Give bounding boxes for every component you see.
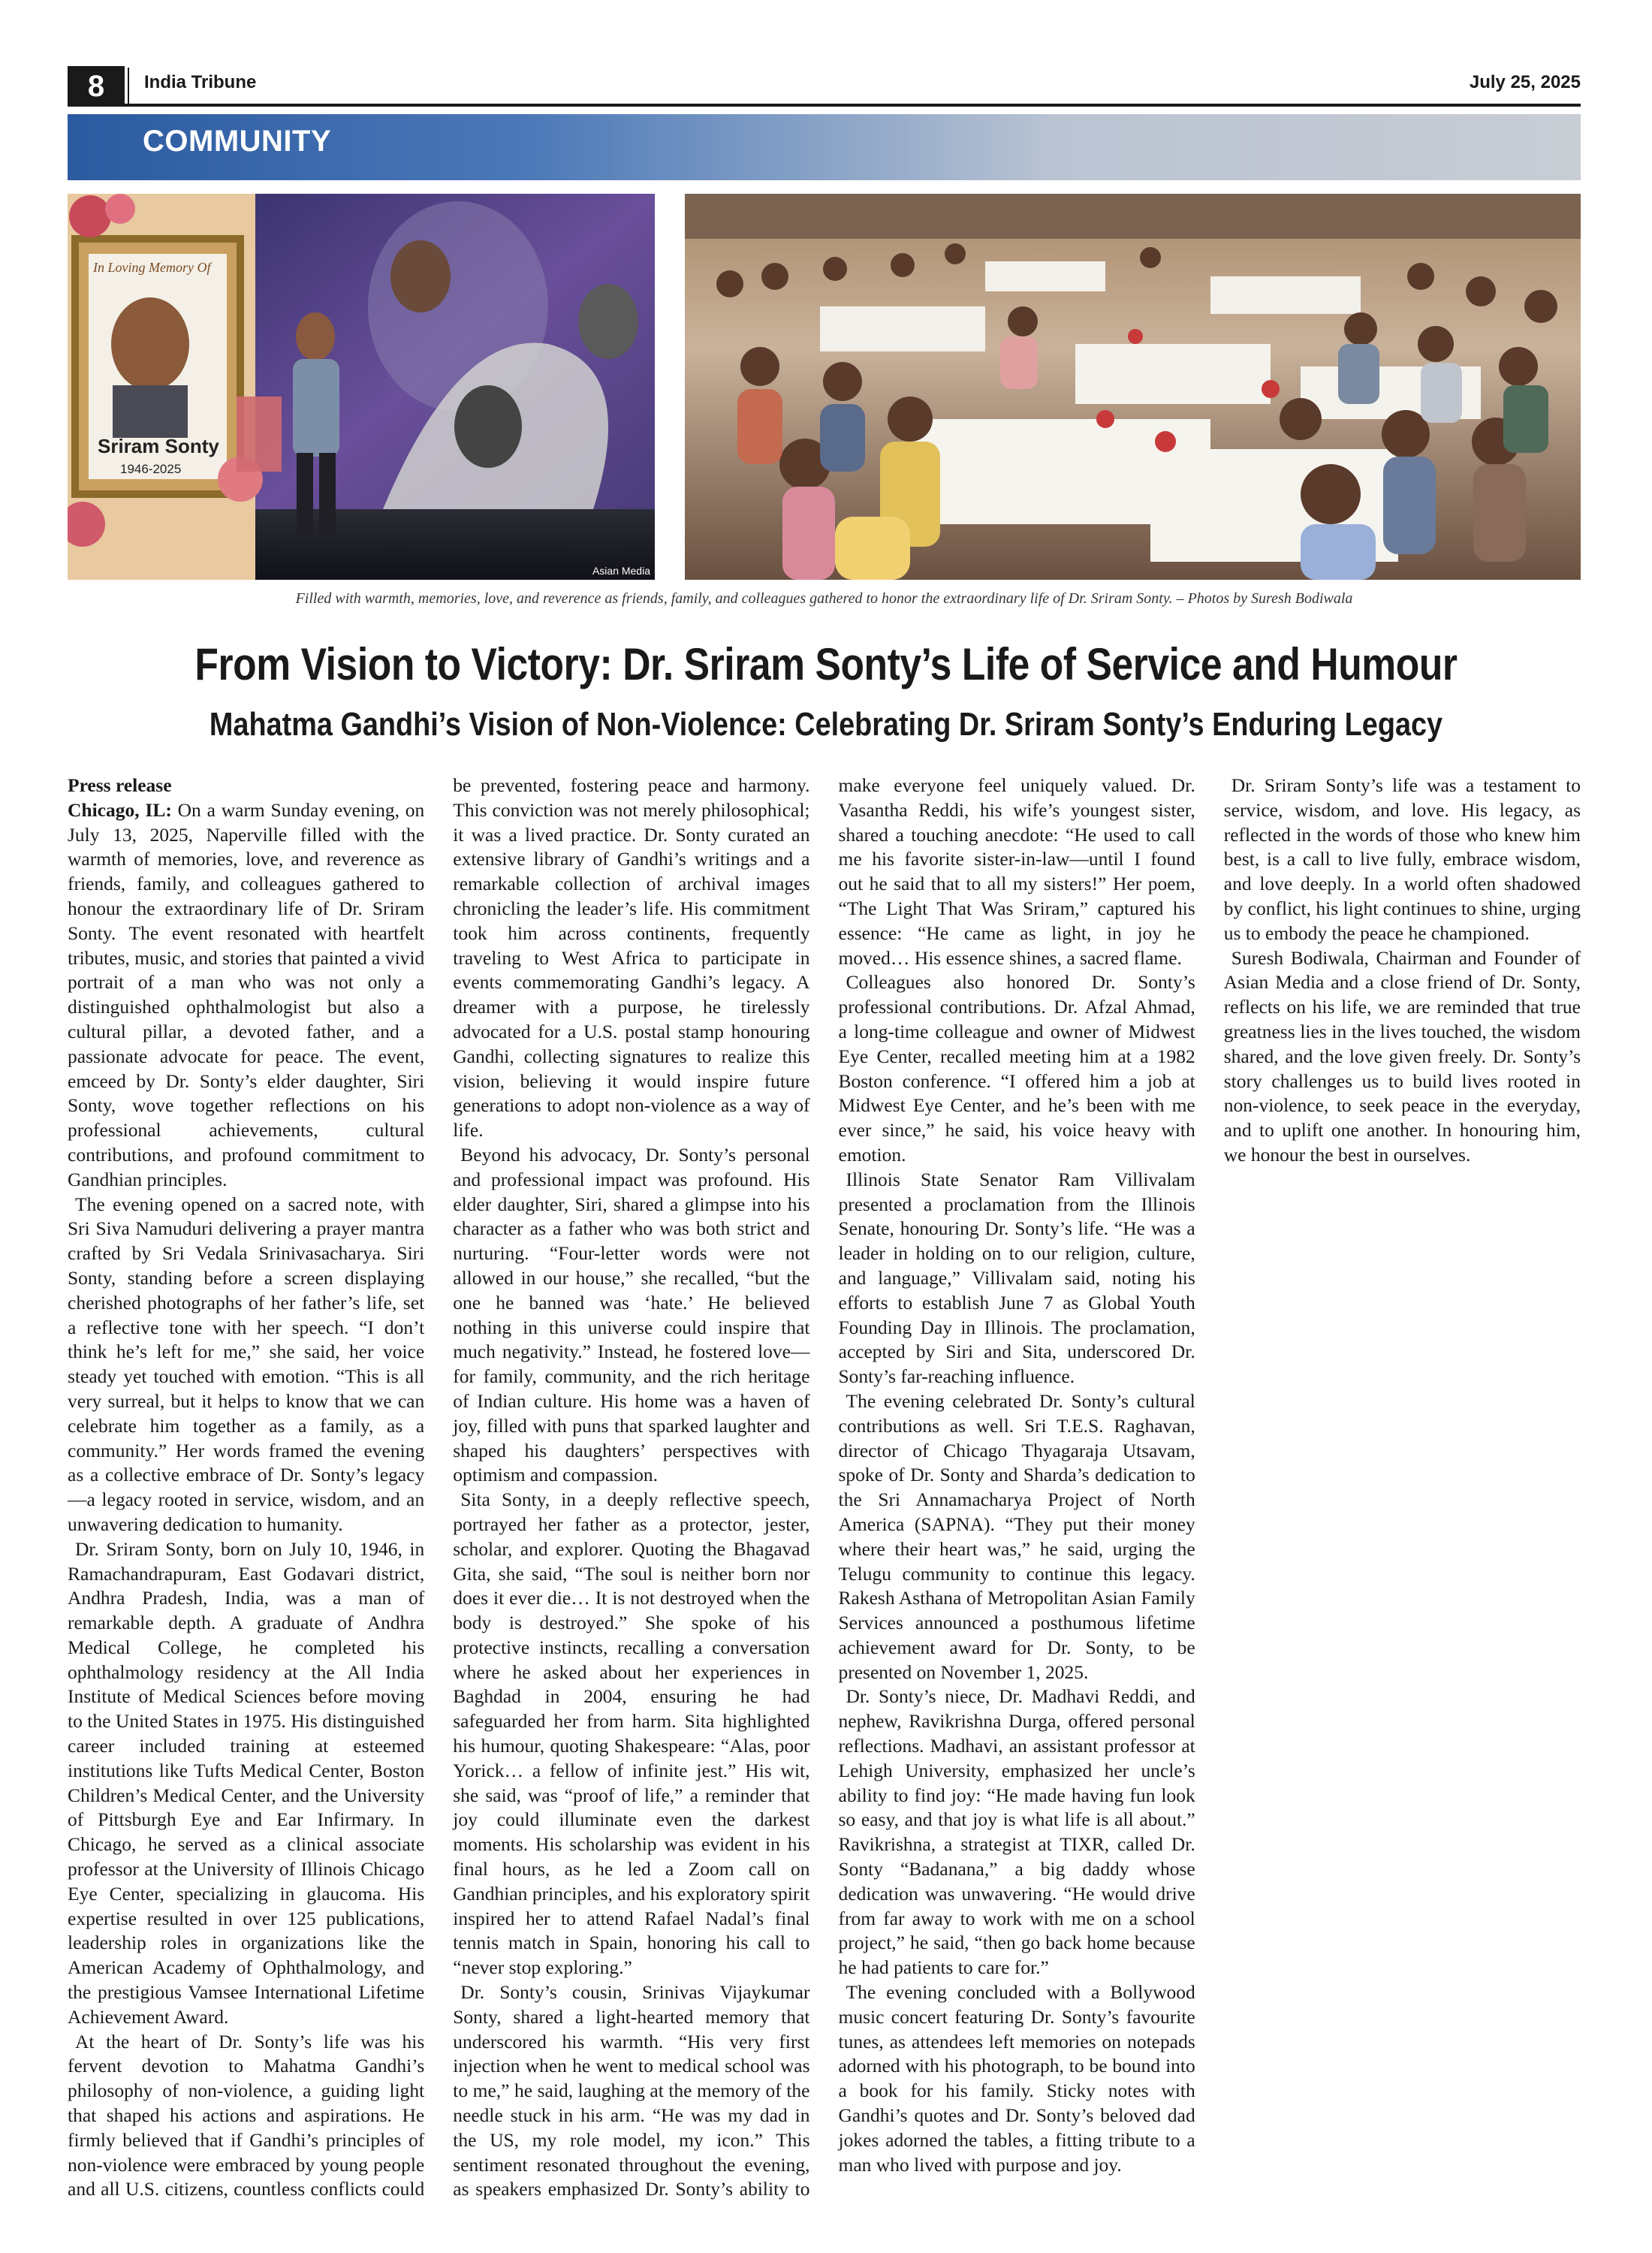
lead-paragraph	[68, 774, 424, 1193]
section-banner	[68, 114, 1581, 180]
body-paragraph: At the heart of Dr. Sonty’s life was his fervent devotion to Mahatma Gandhi’s philosophy of non-violence, a guiding light that shaped his actions and aspirations. He firmly believed that if Gandhi’s principles of non-violence were embraced by young people and all U.S. citizens, countless conflicts could be prevented, fostering peace and harmony. This conviction was not merely philosophical; it was a lived practice. Dr. Sonty curated an extensive library of Gandhi’s writings and a remarkable collection of archival images chronicling the leader’s life. His commitment took him across continents, frequently traveling to West Africa to participate in events commemorating Gandhi’s legacy. A dreamer with a purpose, he tirelessly advocated for a U.S. postal stamp honouring Gandhi, collecting signatures to realize this vision, believing it would inspire future generations to adopt non-violence as a way of life.	[68, 774, 810, 2200]
body-paragraph: Dr. Sonty’s niece, Dr. Madhavi Reddi, and nephew, Ravikrishna Durga, offered personal reflections. Madhavi, an assistant professor at Lehigh University, emphasized her uncle’s ability to find joy: “He made having fun look so easy, and that joy is what life is all about.” Ravikrishna, a strategist at TIXR, called Dr. Sonty “Badanana,” a big daddy whose dedication was unwavering. “He would drive from far away to work with me on a school project,” he said, “then go back home because he had patients to care for.”	[838, 1685, 1195, 1979]
body-paragraph: Dr. Sonty’s cousin, Srinivas Vijaykumar Sonty, shared a light-hearted memory that underscored his warmth. “His very first injection when he went to medical school was to me,” he said, laughing at the memory of the needle stuck in his arm. “He was my dad in the US, my role model, my icon.” This sentiment resonated throughout the evening, as speakers emphasized Dr. Sonty’s ability to make everyone feel uniquely valued. Dr. Vasantha Reddi, his wife’s youngest sister, shared a touching anecdote: “He used to call me his favorite sister-in-law—until I found out he said that to all my sisters!” Her poem, “The Light That Was Sriram,” captured his essence: “He came as light, in joy he moved… His essence shines, a sacred flame.	[453, 774, 1195, 2200]
body-paragraph: The evening celebrated Dr. Sonty’s cultural contributions as well. Sri T.E.S. Raghavan, director of Chicago Thyagaraja Utsavam, spoke of Dr. Sonty and Sharda’s dedication to the Sri Annamacharya Project of North America (SAPNA). “They put their money where their heart was,” he said, urging the Telugu community to continue this legacy. Rakesh Asthana of Metropolitan Asian Family Services announced a posthumous lifetime achievement award for Dr. Sonty, to be presented on November 1, 2025.	[838, 1389, 1195, 1683]
byline: Press release	[68, 774, 172, 796]
audience-photo	[685, 194, 1581, 580]
body-paragraph: Sita Sonty, in a deeply reflective speech, portrayed her father as a protector, jester, scholar, and explorer. Quoting the Bhagavad Gita, she said, “The soul is neither born nor does it ever die… It is not destroyed when the body is destroyed.” She spoke of his protective instincts, recalling a conversation where he asked about her experiences in Baghdad in 2004, ensuring he had safeguarded her from harm. Sita highlighted his humour, quoting Shakespeare: “Alas, poor Yorick… a fellow of infinite jest.” His wit, she said, was “proof of life,” a reminder that joy could illuminate even the darkest moments. His scholarship was evident in his final hours, as he led a Zoom call on Gandhian principles, and his exploratory spirit inspired her to attend Rafael Nadal’s final tennis match in Spain, honoring his call to “never stop exploring.”	[453, 1488, 810, 1979]
body-paragraph: Beyond his advocacy, Dr. Sonty’s personal and professional impact was profound. His elder daughter, Siri, shared a glimpse into his character as a father who was both strict and nurturing. “Four-letter words were not allowed in our house,” she recalled, “but the one he banned was ‘hate.’ He believed nothing in this universe could inspire that much negativity.” Instead, he fostered love—for family, community, and the rich heritage of Indian culture. His home was a haven of joy, filled with puns that sparked laughter and shaped his daughters’ perspectives with optimism and compassion.	[453, 1143, 810, 1486]
subheadline: Mahatma Gandhi’s Vision of Non-Violence: Celebrating Dr. Sriram Sonty’s Enduring Legacy	[209, 706, 1443, 743]
screen-memorial-text: In Loving Memory Of	[93, 260, 211, 275]
screen-years-text: 1946-2025	[120, 462, 182, 476]
stage-photo-image	[68, 194, 655, 580]
photo-credit-watermark: Asian Media	[592, 565, 650, 577]
audience-photo-image	[685, 194, 1581, 580]
header-rule	[68, 104, 1581, 107]
body-paragraph: Illinois State Senator Ram Villivalam presented a proclamation from the Illinois Senate, honouring Dr. Sonty’s life. “He was a leader in holding on to our religion, culture, and language,” Villivalam said, noting his efforts to establish June 7 as Global Youth Founding Day in Illinois. The proclamation, accepted by Siri and Sita, underscored Dr. Sonty’s far-reaching influence.	[838, 1168, 1195, 1388]
dateline: Chicago, IL:	[68, 798, 172, 821]
lead-text: On a warm Sunday evening, on July 13, 2025, Naperville filled with the warmth of memories, love, and reverence as friends, family, and colleagues gathered to honour the extraordinary life of Dr. Sriram Sonty. The event resonated with heartfelt tributes, music, and stories that painted a vivid portrait of a man who was not only a distinguished ophthalmologist but also a cultural pillar, a devoted father, and a passionate advocate for peace. The event, emceed by Dr. Sonty’s elder daughter, Siri Sonty, wove together reflections on his professional achievements, cultural contributions, and profound commitment to Gandhian principles.	[68, 798, 425, 1190]
issue-date: July 25, 2025	[1469, 72, 1581, 92]
body-paragraph: Suresh Bodiwala, Chairman and Founder of Asian Media and a close friend of Dr. Sonty, reflects on his life, we are reminded that true greatness lies in the lives touched, the wisdom shared, and the love given freely. Dr. Sonty’s story challenges us to build lives rooted in non-violence, to seek peace in the everyday, and to uplift one another. In honouring him, we honour the best in ourselves.	[1223, 946, 1581, 1166]
publication-name: India Tribune	[144, 72, 257, 92]
body-paragraph: The evening opened on a sacred note, with Sri Siva Namuduri delivering a prayer mantra crafted by Sri Vedala Srinivasacharya. Siri Sonty, standing before a screen displaying cherished photographs of her father’s life, set a reflective tone with her speech. “I don’t think he’s left for me,” she said, her voice steady yet touched with emotion. “This is all very surreal, but it helps to know that we can celebrate him together as a family, as a community.” Her words framed the evening as a collective embrace of Dr. Sonty’s legacy—a legacy rooted in service, wisdom, and an unwavering dedication to humanity.	[68, 1193, 425, 1535]
header-separator	[128, 68, 129, 104]
body-paragraph: Dr. Sriram Sonty’s life was a testament to service, wisdom, and love. His legacy, as reflected in the words of those who knew him best, is a call to live fully, embrace wisdom, and love deeply. In a world often shadowed by conflict, his light continues to shine, urging us to embody the peace he championed.	[1223, 774, 1581, 944]
section-title: COMMUNITY	[143, 125, 332, 158]
headline: From Vision to Victory: Dr. Sriram Sonty’s Life of Service and Humour	[194, 639, 1458, 689]
article-body	[68, 774, 1581, 2215]
photo-caption: Filled with warmth, memories, love, and reverence as friends, family, and colleagues gathered to honor the extraordinary life of Dr. Sriram Sonty. – Photos by Suresh Bodiwala	[295, 590, 1353, 607]
stage-photo	[68, 194, 655, 580]
body-paragraph: The evening concluded with a Bollywood music concert featuring Dr. Sonty’s favourite tunes, as attendees left memories on notepads adorned with his photograph, to be bound into a book for his family. Sticky notes with Gandhi’s quotes and Dr. Sonty’s beloved dad jokes adorned the tables, a fitting tribute to a man who lived with purpose and joy.	[838, 1981, 1195, 2176]
body-paragraph: Dr. Sriram Sonty, born on July 10, 1946, in Ramachandrapuram, East Godavari district, Andhra Pradesh, India, was a man of remarkable depth. A graduate of Andhra Medical College, he completed his ophthalmology residency at the All India Institute of Medical Sciences before moving to the United States in 1975. His distinguished career included training at esteemed institutions like Tufts Medical Center, Boston Children’s Medical Center, and the University of Pittsburgh Eye and Ear Infirmary. In Chicago, he served as a clinical associate professor at the University of Illinois Chicago Eye Center, specializing in glaucoma. His expertise resulted in over 125 publications, leadership roles in organizations like the American Academy of Ophthalmology, and the prestigious Vamsee International Lifetime Achievement Award.	[68, 1537, 425, 2028]
body-paragraph: Colleagues also honored Dr. Sonty’s professional contributions. Dr. Afzal Ahmad, a long-time colleague and owner of Midwest Eye Center, recalled meeting him at a 1982 Boston conference. “I offered him a job at Midwest Eye Center, and he’s been with me ever since,” he said, his voice heavy with emotion.	[838, 971, 1195, 1166]
page-number: 8	[68, 66, 125, 107]
screen-name-text: Sriram Sonty	[98, 435, 219, 457]
